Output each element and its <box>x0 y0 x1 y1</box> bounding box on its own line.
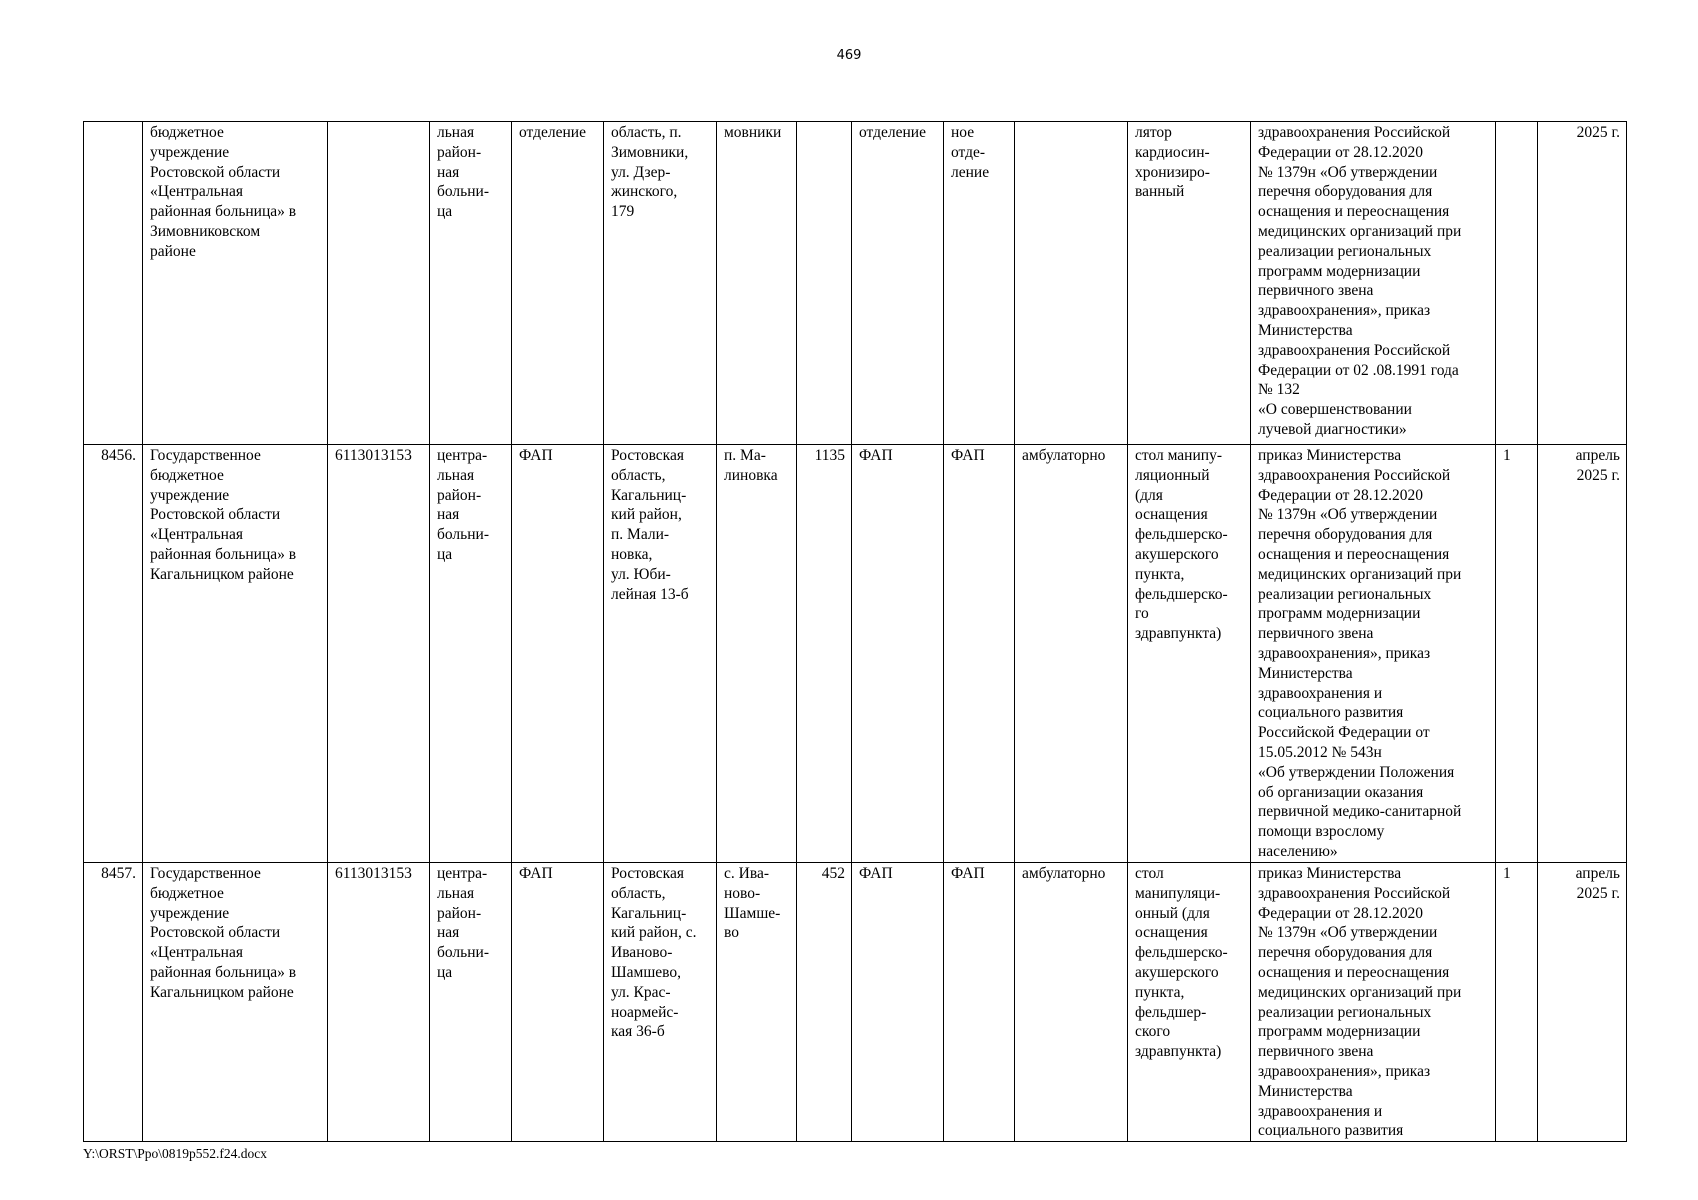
organization-name: Государственное бюджетное учреждение Ростовской области «Центральная районная больница» в Кагальницком районе <box>143 445 328 863</box>
legal-basis: приказ Министерства здравоохранения Российской Федерации от 28.12.2020 № 1379н «Об утверждении перечня оборудования для оснащения и переоснащения медицинских организаций при реализации региональных программ модернизации первичного звена здравоохранения», приказ Министерства здравоохранения и социального развития <box>1251 863 1496 1142</box>
department-detail: ФАП <box>944 445 1015 863</box>
care-form: амбулаторно <box>1015 863 1128 1142</box>
equipment-name: лятор кардиосин- хронизиро- ванный <box>1128 122 1251 445</box>
department: ФАП <box>852 863 944 1142</box>
organization-type: центра- льная район- ная больни- ца <box>430 445 512 863</box>
equipment-name: стол манипу- ляционный (для оснащения фельдшерско- акушерского пункта, фельдшерско- го здравпункта) <box>1128 445 1251 863</box>
department-detail: ФАП <box>944 863 1015 1142</box>
locality: мовники <box>717 122 797 445</box>
table-row <box>84 863 1627 1142</box>
department-detail: ное отде- ление <box>944 122 1015 445</box>
population: 1135 <box>797 445 852 863</box>
care-form: амбулаторно <box>1015 445 1128 863</box>
organization-type: центра- льная район- ная больни- ца <box>430 863 512 1142</box>
footer-file-path: Y:\ORST\Ppo\0819p552.f24.docx <box>83 1146 268 1161</box>
row-number <box>84 122 143 445</box>
row-number: 8457. <box>84 863 143 1142</box>
inn-code <box>328 122 430 445</box>
address: область, п. Зимовники, ул. Дзер- жинского, 179 <box>604 122 717 445</box>
address: Ростовская область, Кагальниц- кий район, п. Мали- новка, ул. Юби- лейная 13-б <box>604 445 717 863</box>
legal-basis: здравоохранения Российской Федерации от 28.12.2020 № 1379н «Об утверждении перечня оборудования для оснащения и переоснащения медицинских организаций при реализации региональных программ модернизации первичного звена здравоохранения», приказ Министерства здравоохранения Российской Федерации от 02 .08.1991 года № 132 «О совершенствовании лучевой диагностики» <box>1251 122 1496 445</box>
locality: п. Ма- линовка <box>717 445 797 863</box>
table-row <box>84 122 1627 445</box>
equipment-table <box>83 121 1627 1142</box>
inn-code: 6113013153 <box>328 863 430 1142</box>
unit-name: ФАП <box>512 863 604 1142</box>
equipment-count: 1 <box>1496 863 1538 1142</box>
locality: с. Ива- ново- Шамше- во <box>717 863 797 1142</box>
row-number: 8456. <box>84 445 143 863</box>
population: 452 <box>797 863 852 1142</box>
unit-name: отделение <box>512 122 604 445</box>
equipment-count <box>1496 122 1538 445</box>
equipment-name: стол манипуляци- онный (для оснащения фельдшерско- акушерского пункта, фельдшер- ского здравпункта) <box>1128 863 1251 1142</box>
address: Ростовская область, Кагальниц- кий район, с. Иваново- Шамшево, ул. Крас- ноармейс- кая 36-б <box>604 863 717 1142</box>
inn-code: 6113013153 <box>328 445 430 863</box>
delivery-date: апрель 2025 г. <box>1538 445 1627 863</box>
department: отделение <box>852 122 944 445</box>
organization-name: бюджетное учреждение Ростовской области «Центральная районная больница» в Зимовниковском районе <box>143 122 328 445</box>
organization-type: льная район- ная больни- ца <box>430 122 512 445</box>
care-form <box>1015 122 1128 445</box>
unit-name: ФАП <box>512 445 604 863</box>
table-row <box>84 445 1627 863</box>
delivery-date: апрель 2025 г. <box>1538 863 1627 1142</box>
population <box>797 122 852 445</box>
equipment-count: 1 <box>1496 445 1538 863</box>
legal-basis: приказ Министерства здравоохранения Российской Федерации от 28.12.2020 № 1379н «Об утверждении перечня оборудования для оснащения и переоснащения медицинских организаций при реализации региональных программ модернизации первичного звена здравоохранения», приказ Министерства здравоохранения и социального развития Российской Федерации от 15.05.2012 № 543н «Об утверждении Положения об организации оказания первичной медико-санитарной помощи взрослому населению» <box>1251 445 1496 863</box>
page-number: 469 <box>836 48 862 63</box>
organization-name: Государственное бюджетное учреждение Ростовской области «Центральная районная больница» в Кагальницком районе <box>143 863 328 1142</box>
department: ФАП <box>852 445 944 863</box>
delivery-date: 2025 г. <box>1538 122 1627 445</box>
